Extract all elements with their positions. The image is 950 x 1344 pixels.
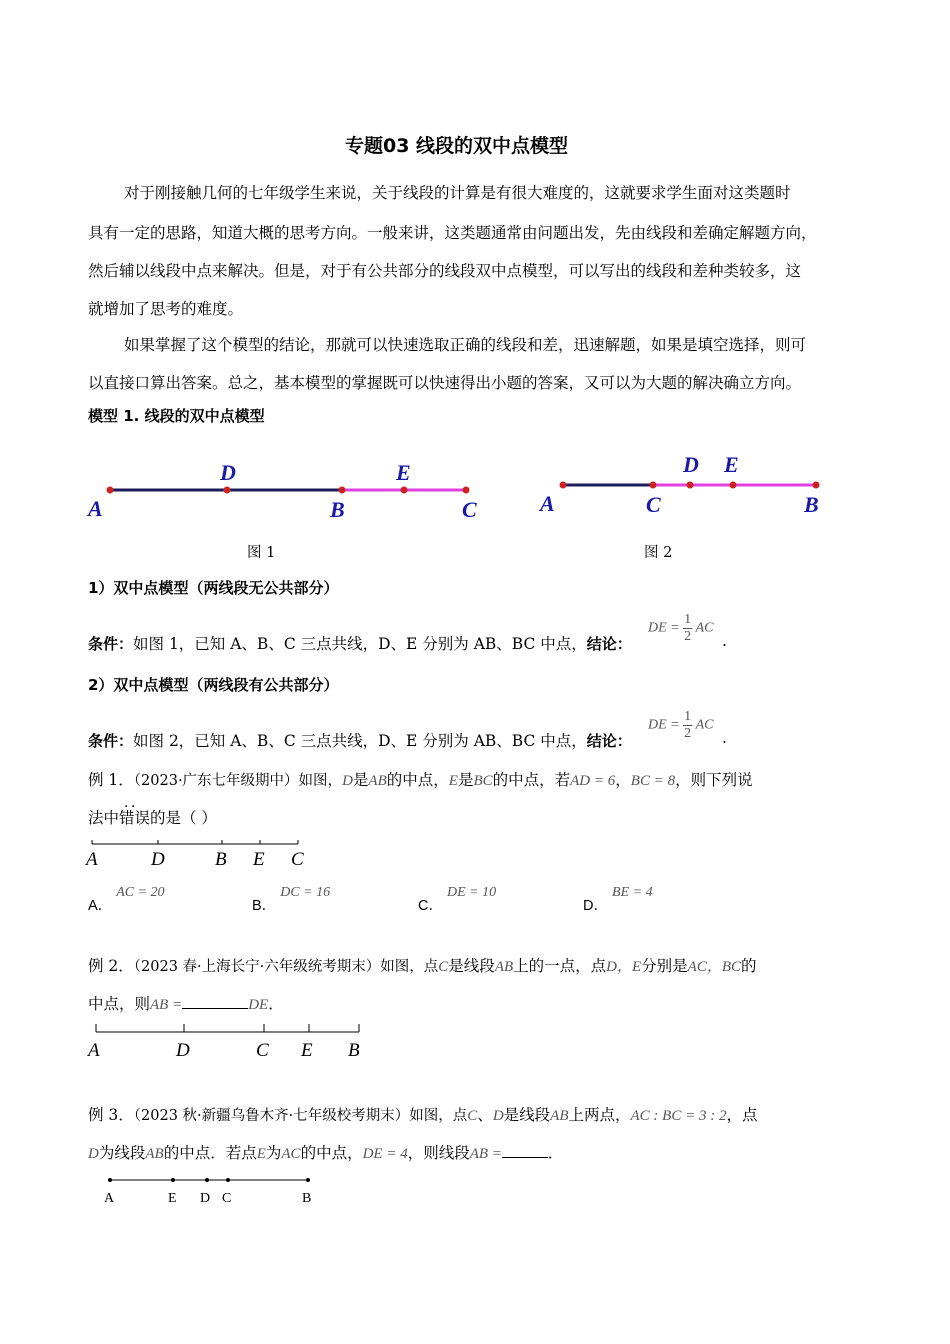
example-1-line-2: 法中错误的是（ ） [88,809,217,827]
figure-2-caption: 图 2 [644,545,673,561]
label-a: A [88,496,103,521]
intro-line: 具有一定的思路，知道大概的思考方向。一般来讲，这类题通常由问题出发，先由线段和差确定解题方向， [88,224,817,242]
intro-line: 以直接口算出答案。总之，基本模型的掌握既可以快速得出小题的答案，又可以为大题的解决确立方向。 [88,374,802,392]
label-d: D [220,460,236,485]
point-a [560,482,567,489]
formula-fraction [683,612,692,645]
label-e: E [168,1191,177,1206]
case-1-end: . [722,632,727,650]
fraction-numerator: 1 [684,612,692,627]
point-e [730,482,737,489]
fraction-denominator: 2 [684,629,692,644]
math-ab: AB [145,1146,164,1162]
formula-rhs: AC [695,620,714,636]
page-title: 专题03 线段的双中点模型 [345,135,569,157]
math-de-value: DE = 4 [362,1146,408,1162]
case-2-formula [648,709,714,742]
text: 的中点，若 [492,771,571,789]
example-1-line-1 [88,768,753,790]
case-2-end: . [722,729,727,747]
condition-label: 条件： [88,732,134,750]
option-value: AC = 20 [116,885,165,900]
example-3-line-1 [88,1103,757,1125]
figure-2 [530,445,850,525]
label-c: C [222,1191,232,1206]
text: 是线段 [503,1106,551,1124]
label-b: B [302,1191,312,1206]
math-ac: AC [281,1146,301,1162]
example-1-diagram [82,836,322,872]
text: 分别是 [641,957,688,975]
model-heading: 模型 1. 线段的双中点模型 [88,407,265,425]
condition-text: 如图 2，已知 A、B、C 三点共线，D、E 分别为 AB、BC 中点， [133,732,587,750]
intro-line: 就增加了思考的难度。 [88,300,244,318]
option-letter: D． [583,898,608,914]
intro-line: 如果掌握了这个模型的结论，那就可以快速选取正确的线段和差，迅速解题，如果是填空选择，则可 [124,336,807,354]
formula-rhs: AC [695,717,714,733]
text: 、 [477,1106,493,1124]
math-de: DE [248,997,269,1013]
figure-1-caption: 图 1 [247,545,276,561]
text: 的中点．若点 [163,1144,257,1162]
option-b[interactable] [252,885,331,915]
label-a: A [104,1191,115,1206]
case-1-heading: 1）双中点模型（两线段无公共部分） [88,579,339,597]
fraction-denominator: 2 [684,726,692,741]
math-d: D [88,1146,99,1162]
math-d: D [492,1108,504,1124]
text: 上的一点，点 [513,957,607,975]
option-letter: C． [418,898,443,914]
option-value: DE = 10 [447,885,497,900]
conclusion-label: 结论： [586,732,632,750]
formula-lhs: DE = [648,620,680,636]
example-3-line-2 [88,1141,563,1163]
text: 为线段 [98,1144,146,1162]
label-d: D [176,1040,190,1061]
label-a: A [88,1040,100,1061]
point-c [463,487,470,494]
label-b: B [330,497,345,522]
math-ab: AB [550,1108,569,1124]
example-source: （2023·广东七年级期中）如图， [133,773,343,789]
label-e: E [301,1040,313,1061]
text: 上两点， [568,1106,631,1124]
case-2-condition [88,729,632,751]
math-ab-eq: AB = [469,1146,502,1162]
math-c: C [438,959,449,975]
formula-lhs: DE = [648,717,680,733]
formula-fraction [683,709,692,742]
answer-blank[interactable] [502,1143,548,1158]
point-a [107,487,114,494]
point-c [650,482,657,489]
math-d: D [342,773,353,789]
option-value: BE = 4 [612,885,653,900]
example-prefix: 例 2． [88,957,134,975]
condition-label: 条件： [88,635,134,653]
case-1-condition [88,632,632,654]
case-1-formula [648,612,714,645]
text: 的中点， [386,771,449,789]
example-2-line-2 [88,992,284,1014]
text: ，则线段 [407,1144,470,1162]
case-2-heading: 2）双中点模型（两线段有公共部分） [88,676,339,694]
label-c: C [256,1040,269,1061]
text: 的中点， [300,1144,363,1162]
label-d: D [151,849,165,870]
text: 为 [265,1144,282,1162]
label-a: A [86,849,98,870]
math-c: C [467,1108,478,1124]
label-d: D [200,1191,211,1206]
math-e: E [448,773,458,789]
condition-text: 如图 1，已知 A、B、C 三点共线，D、E 分别为 AB、BC 中点， [133,635,587,653]
point-b [339,487,346,494]
emphasis-dots: ．． [124,795,145,811]
math-ac-bc: AC，BC [687,959,742,975]
label-e: E [253,849,265,870]
example-3-diagram [96,1172,326,1208]
conclusion-label: 结论： [586,635,632,653]
label-e: E [396,460,411,485]
text: 是线段 [448,957,495,975]
math-ratio: AC : BC = 3 : 2 [630,1108,727,1124]
example-source: （2023 秋·新疆乌鲁木齐·七年级校考期末）如图，点 [133,1108,468,1124]
text: ，点 [726,1106,758,1124]
point-d [224,487,231,494]
text: 的 [741,957,757,975]
text: 中点，则 [88,995,151,1013]
intro-line: 然后辅以线段中点来解决。但是，对于有公共部分的线段双中点模型，可以写出的线段和差种类较多，这 [88,262,802,280]
example-source: （2023 春·上海长宁·六年级统考期末）如图，点 [133,959,439,975]
figure-1 [80,450,500,530]
option-a[interactable] [88,885,165,915]
label-b: B [348,1040,360,1061]
option-letter: B． [252,898,277,914]
label-c: C [646,492,661,517]
point-b [813,482,820,489]
example-prefix: 例 1． [88,771,134,789]
label-b: B [215,849,227,870]
math-bc-value: BC = 8 [630,773,676,789]
option-letter: A． [88,898,113,914]
math-ab-eq: AB = [150,997,183,1013]
math-ab: AB [368,773,387,789]
option-c[interactable] [418,885,497,915]
text: ， [615,771,631,789]
example-prefix: 例 3． [88,1106,134,1124]
point-d [687,482,694,489]
label-c: C [291,849,304,870]
label-b: B [804,492,819,517]
text: ，则下列说 [675,771,753,789]
label-d: D [683,452,699,477]
option-d[interactable] [583,885,653,915]
math-ab: AB [494,959,514,975]
label-a: A [540,491,555,516]
answer-blank[interactable] [182,994,248,1009]
point-e [401,487,408,494]
text: 是 [352,771,369,789]
text: 是 [457,771,474,789]
text: ． [268,995,284,1013]
math-e: E [256,1146,266,1162]
example-2-diagram [84,1020,374,1062]
math-ad-value: AD = 6 [570,773,616,789]
text: ． [547,1144,564,1162]
math-bc: BC [473,773,493,789]
example-2-line-1 [88,954,757,976]
option-value: DC = 16 [280,885,331,900]
math-de: D，E [606,959,642,975]
intro-line: 对于刚接触几何的七年级学生来说，关于线段的计算是有很大难度的，这就要求学生面对这类题时 [124,184,791,202]
label-c: C [462,497,477,522]
fraction-numerator: 1 [684,709,692,724]
label-e: E [724,452,739,477]
